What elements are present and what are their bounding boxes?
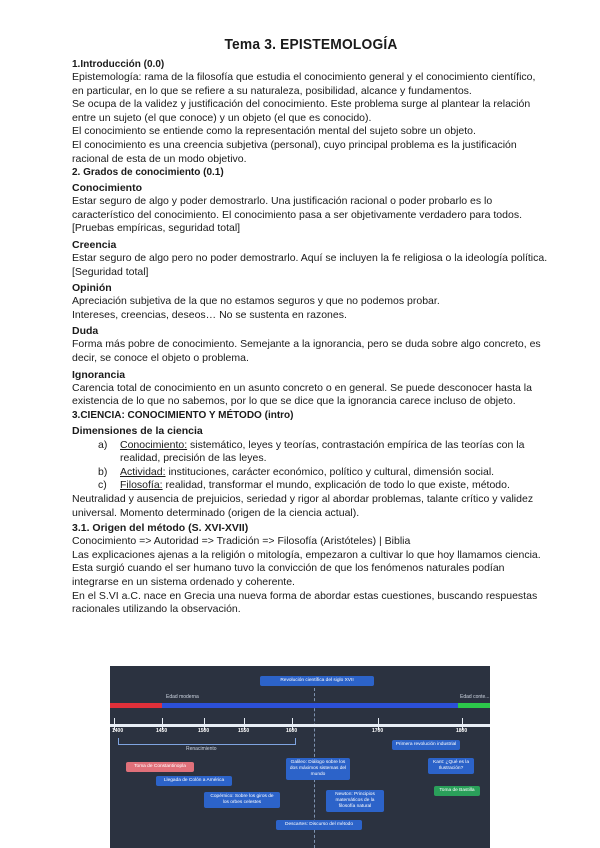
section-grados-heading: 2. Grados de conocimiento (0.1) (72, 167, 224, 179)
paragraph: Apreciación subjetiva de la que no estamos seguros y que no podemos probar. (72, 295, 440, 308)
paragraph: El conocimiento es una creencia subjetiva (personal), cuyo principal problema es la justificación racional de esta de un modo objetivo. (72, 138, 517, 165)
axis-tick-label: 1800 (456, 728, 468, 734)
axis-tick-label: 1550 (238, 728, 250, 734)
list-marker: b) (98, 465, 108, 478)
timeline-event: Galileo: Diálogo sobre los dos máximos sistemas del mundo (286, 758, 350, 780)
page-title: Tema 3. EPISTEMOLOGÍA (224, 36, 398, 53)
paragraph: Las explicaciones ajenas a la religión o mitología, empezaron a cultivar lo que hoy llamamos ciencia. Esta surgió cuando el ser humano tuvo la convicción de que los fenómenos naturales podían integrarse en un sistema ordenado y coherente. (72, 548, 541, 589)
list-item (94, 466, 550, 480)
list-item (94, 439, 550, 466)
list-text: instituciones, carácter económico, político y cultural, dimensión social. (165, 465, 495, 478)
term-heading: Creencia (72, 238, 117, 251)
paragraph: Conocimiento => Autoridad => Tradición => Filosofía (Aristóteles) | Biblia (72, 535, 411, 548)
term-heading: Opinión (72, 282, 112, 295)
axis-tick-label: 1450 (156, 728, 168, 734)
timeline-event: Toma de Constantinopla (126, 762, 194, 772)
term-heading: Ignorancia (72, 368, 126, 381)
era-label-right: Edad conte... (460, 694, 490, 700)
era-bar-red (110, 703, 162, 708)
paragraph: Estar seguro de algo y poder demostrarlo. Una justificación racional o poder probarlo es lo característico del conocimiento. El conocimiento pasa a ser objetivamente verdadero para todos. [Pruebas empíricas, seguridad total] (72, 195, 522, 235)
paragraph: Se ocupa de la validez y justificación del conocimiento. Este problema surge al plantear la relación entre un sujeto (el que conoce) y un objeto (el que es conocido). (72, 98, 531, 124)
timeline-event: Newton: Principios matemáticos de la filosofía natural (326, 790, 384, 812)
axis-tick-label: 1600 (286, 728, 298, 734)
timeline-event: Copérnico: Sobre los giros de los orbes celestes (204, 792, 280, 808)
axis-tick-label: 1500 (198, 728, 210, 734)
list-text: realidad, transformar el mundo, explicación de todo lo que existe, método. (162, 479, 510, 492)
dimensions-list (72, 439, 550, 493)
timeline-event: Descartes: Discurso del método (276, 820, 362, 830)
document-page (72, 36, 550, 617)
paragraph: Intereses, creencias, deseos… No se sustenta en razones. (72, 308, 347, 321)
axis-tick-label: 1400 (112, 728, 124, 734)
era-bar-blue (162, 703, 458, 708)
era-label-left: Edad moderna (166, 694, 199, 700)
term-heading: Duda (72, 325, 99, 338)
paragraph: Epistemología: rama de la filosofía que estudia el conocimiento general y el conocimiento científico, en particular, en lo que se refiere a su naturaleza, posibilidad, alcance y fundamentos. (72, 71, 536, 97)
list-term: Conocimiento: (120, 438, 188, 451)
section-ciencia-heading: 3.CIENCIA: CONOCIMIENTO Y MÉTODO (intro) (72, 409, 294, 421)
list-item (94, 479, 550, 493)
paragraph: Forma más pobre de conocimiento. Semejante a la ignorancia, pero se duda sobre algo concreto, es decir, se conoce el objeto o problema. (72, 338, 541, 364)
subsection-heading: 3.1. Origen del método (S. XVI-XVII) (72, 522, 249, 535)
term-heading: Conocimiento (72, 182, 142, 195)
timeline-axis (110, 724, 490, 727)
timeline-event: Primera revolución industrial (392, 740, 460, 750)
timeline-event: Kant: ¿Qué es la Ilustración? (428, 758, 474, 774)
list-marker: a) (98, 438, 108, 451)
timeline-figure (110, 666, 490, 848)
list-marker: c) (98, 479, 107, 492)
list-text: sistemático, leyes y teorías, contrastación empírica de las teorías con la realidad, precisión de las leyes. (120, 438, 525, 465)
list-item-body (120, 466, 494, 480)
timeline-event: Llegada de Colón a América (156, 776, 232, 786)
renacimiento-bracket (118, 738, 296, 745)
renacimiento-label: Renacimiento (186, 746, 217, 752)
list-term: Filosofía: (120, 479, 163, 492)
paragraph: Carencia total de conocimiento en un asunto concreto o en general. Se puede desconocer hasta la existencia de lo que no sabemos, por lo que se dice que la ignorancia carece incluso de objeto. (72, 381, 532, 408)
timeline-top-event: Revolución científica del siglo XVII (260, 676, 374, 686)
list-item-body (120, 439, 550, 466)
dimensions-heading: Dimensiones de la ciencia (72, 424, 203, 437)
list-item-body (120, 479, 510, 493)
paragraph: Estar seguro de algo pero no poder demostrarlo. Aquí se incluyen la fe religiosa o la ideología política. [Seguridad total] (72, 251, 548, 278)
timeline-event: Toma de Bastilla (434, 786, 480, 796)
paragraph: Neutralidad y ausencia de prejuicios, seriedad y rigor al abordar problemas, talante crítico y validez universal. Momento determinado (origen de la ciencia actual). (72, 493, 534, 519)
list-term: Actividad: (120, 465, 166, 478)
section-intro-heading: 1.Introducción (0.0) (72, 59, 165, 70)
era-bar-green (458, 703, 490, 708)
paragraph: El conocimiento se entiende como la representación mental del sujeto sobre un objeto. (72, 125, 476, 138)
paragraph: En el S.VI a.C. nace en Grecia una nueva forma de abordar estas cuestiones, buscando respuestas racionales utilizando la observación. (72, 589, 538, 616)
axis-tick-label: 1700 (372, 728, 384, 734)
